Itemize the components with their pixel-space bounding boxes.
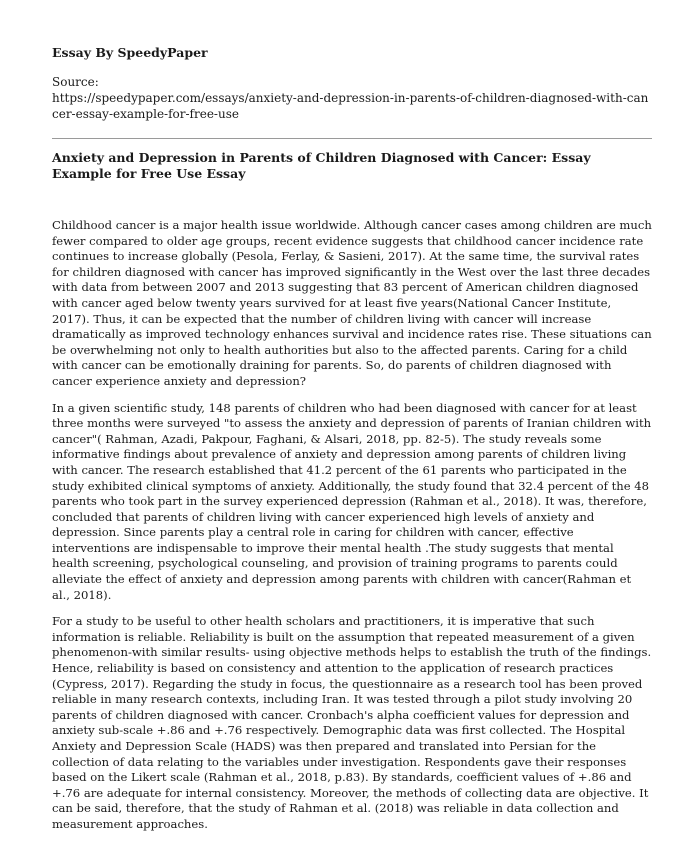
essay-paragraph: Childhood cancer is a major health issue worldwide. Although cancer cases among children are much fewer compared to older age groups, recent evidence suggests that childhood cancer incidence rate continues to increase globally (Pesola, Ferlay, & Sasieni, 2017). At the same time, the survival rates for children diagnosed with cancer has improved significantly in the West over the last three decades with data from between 2007 and 2013 suggesting that 83 percent of American children diagnosed with cancer aged below twenty years survived for at least five years(National Cancer Institute, 2017). Thus, it can be expected that the number of children living with cancer will increase dramatically as improved technology enhances survival and incidence rates rise. These situations can be overwhelming not only to health authorities but also to the affected parents. Caring for a child with cancer can be emotionally draining for parents. So, do parents of children diagnosed with cancer experience anxiety and depression? <box>52 218 652 388</box>
source-label: Source: <box>52 75 99 89</box>
source-url[interactable]: https://speedypaper.com/essays/anxiety-and-depression-in-parents-of-children-diagnosed-with-cancer-essay-example-for-free-use <box>52 91 649 121</box>
document-header-title: Essay By SpeedyPaper <box>52 45 208 60</box>
essay-paragraph: For a study to be useful to other health scholars and practitioners, it is imperative that such information is reliable. Reliability is built on the assumption that repeated measurement of a given phenomenon-with similar results- using objective methods helps to establish the truth of the findings. Hence, reliability is based on consistency and attention to the application of research practices (Cypress, 2017). Regarding the study in focus, the questionnaire as a research tool has been proved reliable in many research contexts, including Iran. It was tested through a pilot study involving 20 parents of children diagnosed with cancer. Cronbach's alpha coefficient values for depression and anxiety sub-scale +.86 and +.76 respectively. Demographic data was first collected. The Hospital Anxiety and Depression Scale (HADS) was then prepared and translated into Persian for the collection of data relating to the variables under investigation. Respondents gave their responses based on the Likert scale (Rahman et al., 2018, p.83). By standards, coefficient values of +.86 and +.76 are adequate for internal consistency. Moreover, the methods of collecting data are objective. It can be said, therefore, that the study of Rahman et al. (2018) was reliable in data collection and measurement approaches. <box>52 614 652 831</box>
essay-paragraph: In a given scientific study, 148 parents of children who had been diagnosed with cancer for at least three months were surveyed "to assess the anxiety and depression of parents of Iranian children with cancer"( Rahman, Azadi, Pakpour, Faghani, & Alsari, 2018, pp. 82-5). The study reveals some informative findings about prevalence of anxiety and depression among parents of children living with cancer. The research established that 41.2 percent of the 61 parents who participated in the study exhibited clinical symptoms of anxiety. Additionally, the study found that 32.4 percent of the 48 parents who took part in the survey experienced depression (Rahman et al., 2018). It was, therefore, concluded that parents of children living with cancer experienced high levels of anxiety and depression. Since parents play a central role in caring for children with cancer, effective interventions are indispensable to improve their mental health .The study suggests that mental health screening, psychological counseling, and provision of training programs to parents could alleviate the effect of anxiety and depression among parents with children with cancer(Rahman et al., 2018). <box>52 400 652 602</box>
essay-body <box>52 218 652 844</box>
source-block <box>52 74 652 122</box>
header-divider <box>52 138 652 139</box>
essay-title: Anxiety and Depression in Parents of Children Diagnosed with Cancer: Essay Example for Free Use Essay <box>52 150 591 181</box>
